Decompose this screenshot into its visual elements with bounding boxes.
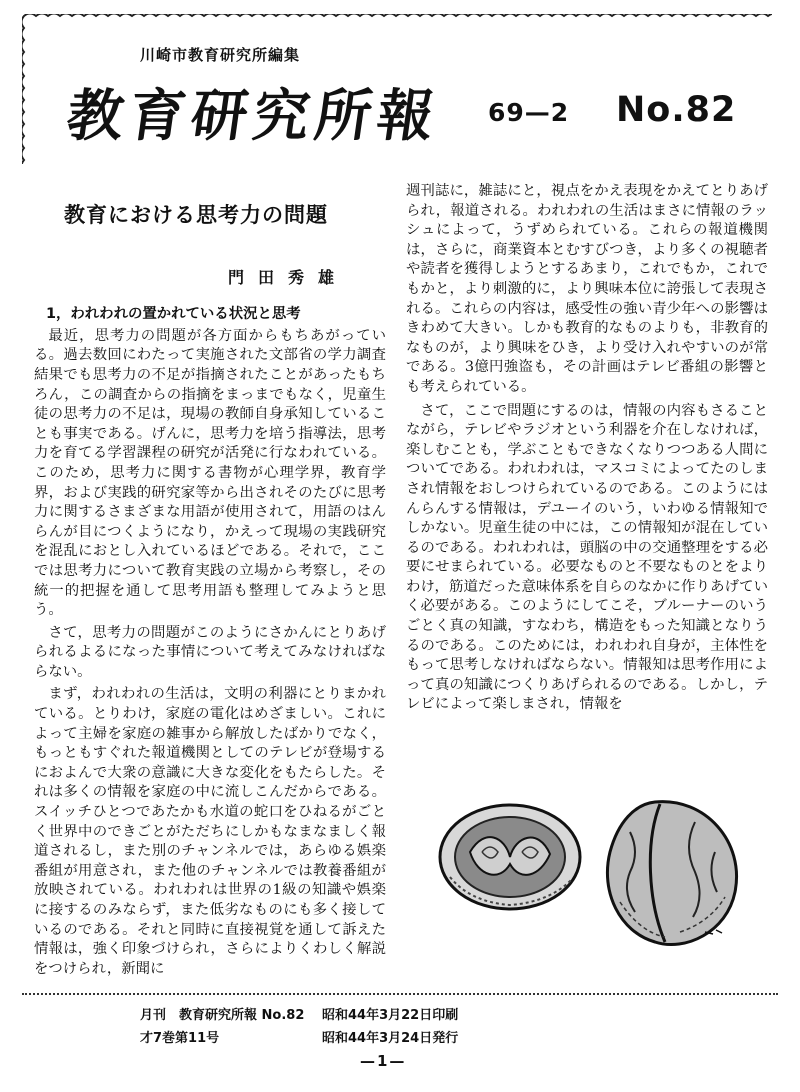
masthead (22, 14, 772, 164)
article-title: 教育における思考力の問題 (64, 203, 328, 227)
paragraph: さて，思考力の問題がこのようにさかんにとりあげられるよるになった事情について考えてみなければならない。 (34, 624, 386, 680)
walnut-illustration (430, 782, 760, 962)
author-name: 門田秀雄 (227, 267, 348, 287)
editor-credit: 川崎市教育研究所編集 (140, 46, 301, 64)
bulletin-title: 教育研究所報 (62, 83, 445, 149)
volume-issue: 才7巻第11号 (140, 1031, 220, 1046)
publication-name: 月刊 教育研究所報 No.82 (140, 1008, 305, 1023)
walnut-whole-icon (607, 802, 736, 945)
paragraph: さて，ここで問題にするのは，情報の内容もさることながら，テレビやラジオという利器を介在しなければ，楽しむことも，学ぶこともできなくなりつつある人間についてである。われわれは，マスコミによってたのしまされ情報をおしつけられているのである。このようにはんらんする情報は，デユーイのいう，いわゆる情報知でしかない。児童生徒の中には，この情報知が混在しているのである。われわれは，頭脳の中の交通整理をする必要にせまられている。必要なものと不要なものとをよりわけ，筋道だった意味体系を自らのなかに作りあげていく必要がある。このようにしてこそ，ブルーナーのいうごとく真の知識，すなわち，構造をもった知識となりうるのである。このためには，われわれ自身が，主体性をもって思考しなければならない。情報知は思考作用によって真の知識につくりあげられるのである。しかし，テレビによって楽しまされ，情報を (406, 402, 768, 713)
paragraph: 最近，思考力の問題が各方面からもちあがっている。過去数回にわたって実施された文部省の学力調査結果でも思考力の不足が指摘されたことがあったもちろん，この調査からの指摘をまっまでもなく，児童生徒の思考力の不足は，現場の教師自身承知していることも事実である。げんに，思考力を培う指導法，思考力を育てる学習課程の研究が活発に行なわれている。このため，思考力に関する書物が心理学界，教育学界，および実践的研究家等から出されそのたびに思考力に関するさまざまな用語が使用されて，用語のはんらんが目につくようになり，かえって現場の実践研究を混乱におとし入れているほどである。それで，ここでは思考力について教育実践の立場から考察し，その統一的把握を通して思考用語も整理してみようと思う。 (34, 327, 386, 619)
section-heading: 1，われわれの置かれている状況と思考 (46, 306, 301, 323)
volume-number: 69—2 (488, 98, 570, 127)
colophon (140, 1004, 580, 1050)
walnut-half-icon (440, 805, 580, 909)
page-number: —1— (360, 1052, 407, 1070)
paragraph: まず，われわれの生活は，文明の利器にとりまかれている。とりわけ，家庭の電化はめざましい。これによって主婦を家庭の雑事から解放したばかりでなく，もっともすぐれた報道機関としてのテレビが登場するにおよんで大衆の意識に大きな変化をもたらした。それは多くの情報を家庭の中に流しこんだからである。スイッチひとつであたかも水道の蛇口をひねるがごとく世界中のできごとがただちにしかもなまなましく報道されるし，また別のチャンネルでは，あらゆる娯楽番組が用意され，また他のチャンネルでは教養番組が放映されている。われわれは世界の1級の知識や娯楽に接するのみならず，また低劣なものにも多く接しているのである。それと同時に直接視覚を通して訴えた情報は，強く印象づけられ，さらによりくわしく解説をつけられ，新聞に (34, 686, 386, 977)
footer-divider (22, 993, 778, 995)
left-column (34, 203, 386, 979)
print-date: 昭和44年3月22日印刷 (322, 1008, 459, 1023)
issue-number: No.82 (616, 90, 737, 130)
publish-date: 昭和44年3月24日発行 (322, 1031, 459, 1046)
right-column (406, 182, 768, 715)
paragraph: 週刊誌に，雑誌にと，視点をかえ表現をかえてとりあげられ，報道される。われわれの生活はまさに情報のラッシュによって，うずめられている。これらの報道機関は，さらに，商業資本とむすびつき，より多くの視聴者や読者を獲得しようとするあまり，これでもか，これでもかと，より刺激的に，より興味本位に誇張して表現される。これらの内容は，感受性の強い青少年への影響はきわめて大きい。しかも教育的なものよりも，非教育的なものが，より興味をひき，より受け入れやすいのが常である。3億円強盗も，その計画はテレビ番組の影響とも考えられている。 (406, 183, 768, 395)
